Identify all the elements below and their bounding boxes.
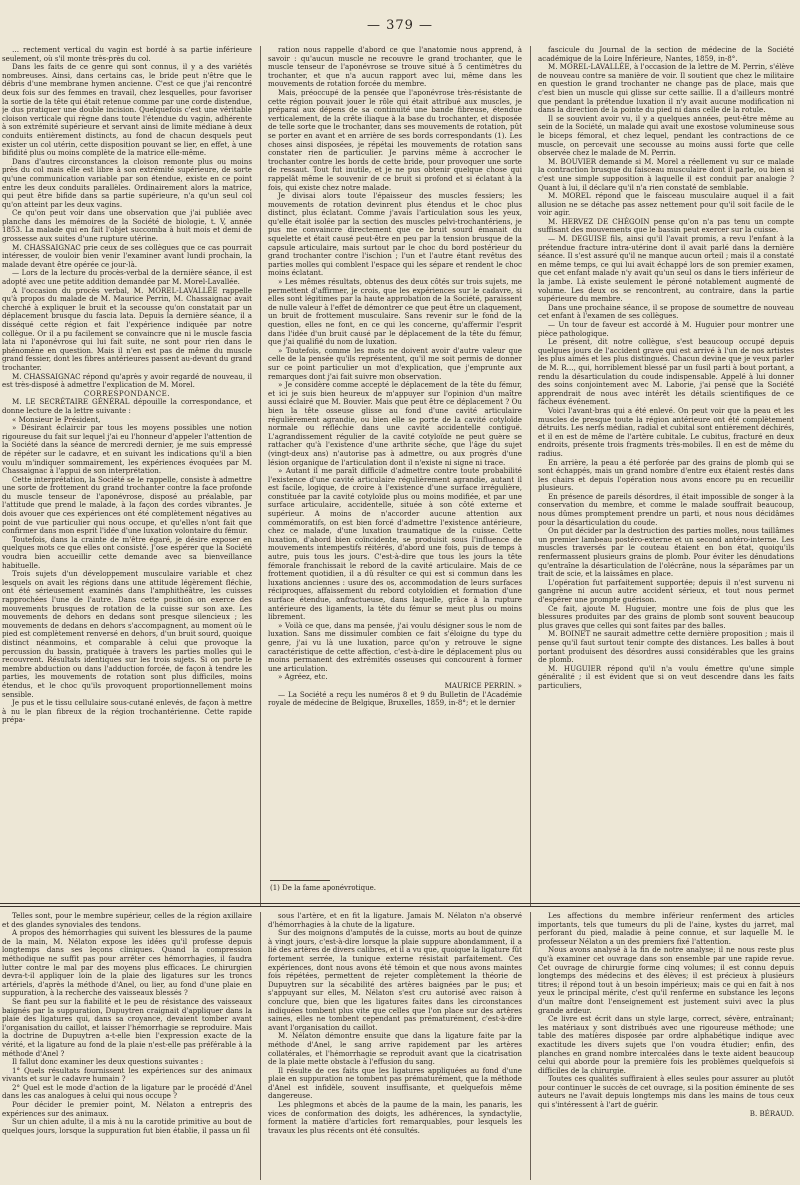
paragraph: Trois sujets d'un développement musculaire variable et chez lesquels on avait les régions dans une attitude légèrement fléchie, ont été sérieusement examinés dans l'amphithéâtre, les cuisses rapprochées l'une de l'autre. Dans cette position on exerce des mouvements brusques de rotation de la cuisse sur son axe. Les mouvements de dehors en dedans sont presque silencieux ; les mouvements de dedans en dehors s'accompagnent, au moment où le pied est complètement renversé en dehors, d'un bruit sourd, quoique distinct néanmoins, et comparable à celui que provoque la percussion du bassin, pratiquée à travers les parties molles qui le recouvrent. Résultats identiques sur les trois sujets. Si on porte le membre abduction ou dans l'adduction forcée, de façon à tendre les parties, les mouvements de rotation sont plus difficiles, moins étendus, et le choc qu'ils provoquent proportionnellement moins sensible. (2, 569, 252, 699)
paragraph: On put décider par la destruction des parties molles, nous taillâmes un premier lambeau postéro-externe et un second antéro-interne. Les muscles traversés par le couteau étaient en bon état, quoiqu'ils renfermassent plusieurs grains de plomb. Pour éviter les dénudations qu'entraîne la désarticulation de l'olécrâne, nous la séparâmes par un trait de scie, et la laissâmes en place. (538, 526, 794, 579)
paragraph: ration nous rappelle d'abord ce que l'anatomie nous apprend, à savoir : qu'aucun muscle ne recouvre le grand trochanter, que le muscle tenseur de l'aponévrose se trouve situé à 5 centimètres du trochanter, et que n'a aucun rapport avec lui, même dans les mouvements de rotation forcée du membre. (268, 46, 522, 89)
paragraph: … rectement vertical du vagin est bordé à sa partie inférieure seulement, où s'il monte très-près du col. (2, 46, 252, 63)
column-middle (268, 46, 522, 906)
paragraph: M. Nélaton démontre ensuite que dans la ligature faite par la méthode d'Anel, le sang arrive rapidement par les artères collatérales, et l'hémorrhagie se reproduit avant que la cicatrisation de la plaie mette obstacle à l'effusion du sang. (268, 1031, 522, 1067)
paragraph: » Les mêmes résultats, obtenus des deux côtés sur trois sujets, me permettent d'affirmer, je crois, que les expériences sur le cadavre, si elles sont légitimes par la haute approbation de la Société, paraissent de nulle valeur à l'effet de démontrer ce que peut être un claquement, un bruit de frottement musculaire. Sans revenir sur le fond de la question, elles ne font, en ce qui les concerne, qu'affermir l'esprit dans l'idée d'un bruit causé par le déplacement de la tête du fémur, que j'ai qualifié du nom de luxation. (268, 277, 522, 347)
paragraph: 2° Quel est le mode d'action de la ligature par le procédé d'Anel dans les cas analogues à celui qui nous occupe ? (2, 1082, 252, 1101)
paragraph: « Monsieur le Président, (12, 414, 101, 424)
footnote: (1) De la fame aponévrotique. (270, 884, 376, 892)
column-right (538, 46, 794, 906)
paragraph: » Désirant éclaircir par tous les moyens possibles une notion rigoureuse du fait sur lequel j'ai eu l'honneur d'appeler l'attention de la Société dans la séance de mercredi dernier, je me suis empressé de répéter sur le cadavre, et en suivant les indications qu'il a bien voulu m'indiquer sommairement, les expériences évoquées par M. Chassaignac à l'appui de son interprétation. (2, 423, 252, 476)
paragraph: M. MOREL-LAVALLÉE, à l'occasion de la lettre de M. Perrin, s'élève de nouveau contre sa manière de voir. Il soutient que chez le militaire en question le grand trochanter ne change pas de place, mais que c'est bien un muscle qui glisse sur cette saillie. Il a d'ailleurs montré que pendant la prétendue luxation il n'y avait aucune modification ni dans la direction de la pointe du pied ni dans celle de la rotule. (538, 62, 794, 115)
paragraph: En présence de pareils désordres, il était impossible de songer à la conservation du membre, et comme le malade souffrait beaucoup, nous dûmes promptement prendre un parti, et nous nous décidâmes pour la désarticulation du coude. (538, 491, 794, 527)
paragraph: Telles sont, pour le membre supérieur, celles de la région axillaire et des glandes synoviales des tendons. (2, 912, 252, 929)
paragraph: Mais, préoccupé de la pensée que l'aponévrose très-résistante de cette région pouvait jouer le rôle qui était attribué aux muscles, je préparai aux dépens de sa continuité une bande fibreuse, étendue verticalement, de la crête iliaque à la base du trochanter, et disposée de telle sorte que le trochanter, dans ses mouvements de rotation, pût se porter en avant et en arrière de ses bords correspondants (1). Les choses ainsi disposées, je répétai les mouvements de rotation sans constater rien de particulier. Je parvins même à accrocher le trochanter contre les bords de cette bride, pour provoquer une sorte de ressaut. Tout fut inutile, et je ne pus obtenir quelque chose qui rappelât même le souvenir de ce bruit si profond et si éclatant à la fois, qui existe chez notre malade. (268, 87, 522, 192)
paragraph: M. HERVEZ DE CHÉGOIN pense qu'on n'a pas tenu un compte suffisant des mouvements que le bassin peut exercer sur la cuisse. (538, 216, 794, 235)
lower-columns (0, 912, 800, 1180)
column-left (2, 46, 252, 906)
bottom-column-left (2, 912, 252, 1180)
paragraph: Ce fait, ajoute M. Huguier, montre une fois de plus que les blessures produites par des grains de plomb sont souvent beaucoup plus graves que celles qui sont faites par des balles. (538, 603, 794, 630)
paragraph: Dans d'autres circonstances la cloison remonte plus ou moins près du col mais elle est libre à son extrémité supérieure, de sorte qu'une communication variable par son étendue, existe en ce point entre les deux conduits parallèles. Ordinairement alors la matrice, qui peut être bifide dans sa partie supérieure, n'a qu'un seul col qu'on atteint par les deux vagins. (2, 156, 252, 209)
paragraph: Dans les faits de ce genre qui sont connus, il y a des variétés nombreuses. Ainsi, dans certains cas, le bride peut n'être que le débris d'une membrane hymen ancienne. C'est ce que j'ai rencontré deux fois sur des femmes en travail, chez lesquelles, pour favoriser la sortie de la tête qui était retenue comme par une corde distendue, je dus pratiquer une double incision. Quelquefois c'est une véritable cloison verticale qui règne dans toute l'étendue du vagin, adhérente à son extrémité supérieure et servant ainsi de limite médiane à deux conduits entièrement distincts, au fond de chacun desquels peut exister un col utérin, cette disposition pouvant se lier, en effet, à une bifidité plus ou moins complète de la matrice elle-même. (2, 62, 252, 158)
paragraph: » Je considère comme accepté le déplacement de la tête du fémur, et ici je suis bien heureux de m'appuyer sur l'opinion d'un maître aussi éclairé que M. Bouvier. Mais que peut être ce déplacement ? Ou bien la tête osseuse glisse au fond d'une cavité articulaire régulièrement agrandie, ou bien elle se porte de la cavité cotyloïde normale ou réfléchie dans une cavité accidentelle contiguë. L'agrandissement régulier de la cavité cotyloïde ne peut guère se rattacher qu'à l'existence d'une arthrite sèche, que l'âge du sujet (vingt-deux ans) n'autorise pas à admettre, ou aux progrès d'une lésion organique de l'articulation dont il n'existe ni signe ni trace. (268, 380, 522, 467)
upper-columns (0, 46, 800, 906)
paragraph: Il résulte de ces faits que les ligatures appliquées au fond d'une plaie en suppuration ne tombent pas prématurément, que la méthode d'Anel est infidèle, souvent insuffisante, et quelquefois même dangereuse. (268, 1065, 522, 1101)
paragraph: Les affections du membre inférieur renferment des articles importants, tels que tumeurs du pli de l'aine, kystes du jarret, mal perforant du pied, maladie à peine connue, et sur laquelle M. le professeur Nélaton a un des premiers fixé l'attention. (538, 912, 794, 946)
paragraph: Toutefois, dans la crainte de m'être égaré, je désire exposer en quelques mots ce que elles ont consisté. J'ose espérer que la Société voudra bien accueillir cette demande avec sa bienveillance habituelle. (2, 534, 252, 570)
paragraph: M. BOUVIER demande si M. Morel a réellement vu sur ce malade la contraction brusque du faisceau musculaire dont il parle, ou bien si c'est une simple supposition à laquelle il est conduit par analogie ? Quant à lui, il déclare qu'il n'a rien constaté de semblable. (538, 156, 794, 192)
paragraph: M. CHASSAIGNAC répond qu'après y avoir regardé de nouveau, il est très-disposé à admettre l'explication de M. Morel. (2, 371, 252, 390)
paragraph: L'opération fut parfaitement supportée; depuis il n'est survenu ni gangrène ni aucun autre accident sérieux, et tout nous permet d'espérer une prompte guérison. (538, 577, 794, 604)
paragraph: CORRESPONDANCE. (83, 388, 171, 398)
paragraph: sous l'artère, et en fit la ligature. Jamais M. Nélaton n'a observé d'hémorrhagies à la chute de la ligature. (268, 912, 522, 929)
paragraph: Ce livre est écrit dans un style large, correct, sévère, entraînant; les matériaux y sont distribués avec une rigoureuse méthode; une table des matières disposée par ordre alphabétique indique avec exactitude les divers sujets que l'on voudra étudier; enfin, des planches en grand nombre intercalées dans le texte aident beaucoup celui qui aborde pour la première fois les problèmes quelquefois si difficiles de la chirurgie. (538, 1014, 794, 1075)
paragraph: M. MOREL répond que le faisceau musculaire auquel il a fait allusion ne se détache pas assez nettement pour qu'il soit facile de le voir agir. (538, 191, 794, 218)
paragraph: Le présent, dit notre collègue, s'est beaucoup occupé depuis quelques jours de l'accident grave qui est arrivé à l'un de nos artistes les plus aimés et les plus distingués. Chacun devine que je veux parler de M. R…, qui, horriblement blessé par un fusil parti à bout portant, a rendu la désarticulation du coude indispensable. Appelé à lui donner des soins conjointement avec M. Laborie, j'ai pensé que la Société apprendrait de nous avec intérêt les détails scientifiques de ce fâcheux événement. (538, 337, 794, 407)
paragraph: Il se souvient avoir vu, il y a quelques années, peut-être même au sein de la Société, un malade qui avait une exostose volumineuse sous le biceps fémoral, et chez lequel, pendant les contractions de ce muscle, on percevait une secousse au moins aussi forte que celle observée chez le malade de M. Perrin. (538, 113, 794, 158)
paragraph: En arrière, la peau a été perforée par des grains de plomb qui se sont échappés, mais un grand nombre d'entre eux étaient restés dans les chairs et depuis l'opération nous avons encore pu en recueillir plusieurs. (538, 457, 794, 493)
paragraph: » Toutefois, comme les mots ne doivent avoir d'autre valeur que celle de la pensée qu'ils représentent, qu'il me soit permis de donner sur ce point particulier un mot d'explication, que j'emprunte aux remarques dont j'ai fait suivre mon observation. (268, 345, 522, 381)
bottom-column-right (538, 912, 794, 1180)
column-divider (260, 912, 261, 1180)
paragraph: » Agréez, etc. (278, 672, 328, 682)
paragraph: Ce qu'on peut voir dans une observation que j'ai publiée avec planche dans les mémoires de la Société de biologie, t. V, année 1853. La malade qui en fait l'objet succomba à huit mois et demi de grossesse aux suites d'une rupture utérine. (2, 208, 252, 244)
paragraph: Sur des moignons d'amputés de la cuisse, morts au bout de quinze à vingt jours, c'est-à-dire lorsque la plaie suppure abondamment, il a lié des artères de divers calibres, et il a vu que, quoique la ligature fût fortement serrée, la tunique externe résistait parfaitement. Ces expériences, dont nous avons été témoin et que nous avons maintes fois répétées, permettent de rejeter complètement la théorie de Dupuytren sur la sécabilité des artères baignées par le pus; et s'appuyant sur elles, M. Nélaton s'est cru autorisé avec raison à conclure que, bien que les ligatures faites dans les circonstances indiquées tombent plus vite que celles que l'on place sur des artères saines, elles ne tombent cependant pas prématurément, c'est-à-dire avant l'organisation du caillot. (268, 928, 522, 1032)
section-separator (0, 906, 800, 907)
paragraph: B. BÉRAUD. (749, 1108, 794, 1118)
paragraph: fascicule du Journal de la section de médecine de la Société académique de la Loire Inférieure, Nantes, 1859, in-8°. (538, 46, 794, 63)
column-divider (260, 46, 261, 906)
paragraph: Il fallut donc examiner les deux questions suivantes : (12, 1057, 204, 1067)
paragraph: — Lors de la lecture du procès-verbal de la dernière séance, il est adopté avec une petite addition demandée par M. Morel-Lavallée. (2, 268, 252, 287)
paragraph: » Autant il me paraît difficile d'admettre contre toute probabilité l'existence d'une cavité articulaire régulièrement agrandie, autant il est facile, logique, de croire à l'existence d'une surface irrégulière, constituée par la cavité cotyloïde plus ou moins modifiée, et par une surface articulaire, accidentelle, située à son côté externe et supérieur. A moins de n'accorder aucune attention aux commémoratifs, on est bien forcé d'admettre l'existence antérieure, chez ce malade, d'une luxation traumatique de la cuisse. Cette luxation, d'abord bien coïncidente, se produisit sous l'influence de mouvements intempestifs réitérés, d'abord une fois, puis de temps à autre, puis tous les jours. C'est-à-dire que tous les jours la tête fémorale franchissait le rebord de la cavité articulaire. Mais de ce frottement quotidien, il a dû résulter ce qui est si commun dans les luxations anciennes : usure des os, accommodation de leurs surfaces réciproques, affaissement du rebord cotyloïdien et formation d'une surface étendue, anfractueuse, dans laquelle, grâce à la rupture antérieure des ligaments, la tête du fémur se meut plus ou moins librement. (268, 466, 522, 622)
paragraph: M. BOINET ne saurait admettre cette dernière proposition ; mais il pense qu'il faut surtout tenir compte des distances. Les balles à bout portant produisent des désordres aussi considérables que les grains de plomb. (538, 629, 794, 665)
paragraph: M. CHASSAIGNAC prie ceux de ses collègues que ce cas pourrait intéresser, de vouloir bien venir l'examiner avant lundi prochain, la malade devant être opérée ce jour-là. (2, 242, 252, 269)
paragraph: Voici l'avant-bras qui a été enlevé. On peut voir que la peau et les muscles de presque toute la région antérieure ont été complètement détruits. Les nerfs médian, radial et cubital sont entièrement déchirés, et il en est de même de l'artère cubitale. Le cubitus, fracturé en deux endroits, présente trois fragments très-mobiles. Il en est de même du radius. (538, 405, 794, 458)
paragraph: — M. DEGUISE fils, ainsi qu'il l'avait promis, a revu l'enfant à la prétendue fracture intra-utérine dont il avait parlé dans la dernière séance. Il s'est assuré qu'il ne manque aucun orteil ; mais il a constaté en même temps, ce qui lui avait échappé lors de son premier examen, que cet enfant malade n'y avait qu'un seul os dans le tiers inférieur de la jambe. Là existe seulement le péroné notablement augmenté de volume. Les deux os se rencontrent, au contraire, dans la partie supérieure du membre. (538, 234, 794, 304)
paragraph: 1° Quels résultats fournissent les expériences sur des animaux vivants et sur le cadavre humain ? (2, 1065, 252, 1084)
paragraph: A l'occasion du procès verbal, M. MOREL-LAVALLÉE rappelle qu'à propos du malade de M. Maurice Perrin, M. Chassaignac avait cherché à expliquer le bruit et la secousse qu'on constatait par un déplacement brusque du fascia lata. Depuis la dernière séance, il a disséqué cette région et fait l'expérience indiquée par notre collègue. Or il a pu facilement se convaincre que ni le muscle fascia lata ni l'aponévrose qui lui fait suite, ne sont pour rien dans le phénomène en question. Mais il n'en est pas de même du muscle grand fessier, dont les fibres antérieures passent au-devant du grand trochanter. (2, 285, 252, 372)
paragraph: Dans une prochaine séance, il se propose de soumettre de nouveau cet enfant à l'examen de ses collègues. (538, 302, 794, 321)
paragraph: Je pus et le tissu cellulaire sous-cutané enlevés, de façon à mettre à nu le plan fibreux de la région trochantérienne. Cette rapide prépa- (2, 698, 252, 725)
paragraph: Je divisai alors toute l'épaisseur des muscles fessiers; les mouvements de rotation devinrent plus étendus et le choc plus distinct, plus éclatant. Comme j'avais l'articulation sous les yeux, qu'elle était isolée par la section des muscles pelvi-trochantériens, je pus me convaincre directement que ce bruit sourd émanait du squelette et était causé peut-être en peu par la tension brusque de la capsule articulaire, mais surtout par le choc du bord postérieur du grand trochanter contre l'ischion ; l'un et l'autre étant revêtus des parties molles qui comblent l'espace qui les sépare et rendent le choc moins éclatant. (268, 191, 522, 278)
paragraph: Sur un chien adulte, il a mis à nu la carotide primitive au bout de quelques jours, lorsque la suppuration fut bien établie, il passa un fil (2, 1117, 252, 1135)
paragraph: — Un tour de faveur est accordé à M. Huguier pour montrer une pièce pathologique. (538, 320, 794, 338)
column-divider (530, 46, 531, 906)
paragraph: Toutes ces qualités suffiraient à elles seules pour assurer au plutôt pour continuer le succès de cet ouvrage, si la position éminente de ses auteurs ne l'avait depuis longtemps mis dans les mains de tous ceux qui s'intéressent à l'art de guérir. (538, 1074, 794, 1110)
paragraph: Nous avons analysé à la fin de notre analyse; il ne nous reste plus qu'à examiner cet ouvrage dans son ensemble par une rapide revue. Cet ouvrage de chirurgie forme cinq volumes; il est connu depuis longtemps des médecins et des élèves; il est précieux à plusieurs titres; il répond tout à un besoin impérieux; mais ce qui en fait à nos yeux le principal mérite, c'est qu'il renferme en substance les leçons d'un maître dont l'enseignement est justement suivi avec la plus grande ardeur. (538, 945, 794, 1015)
bottom-column-middle (268, 912, 522, 1180)
paragraph: M. HUGUIER répond qu'il n'a voulu émettre qu'une simple généralité ; il est évident que si on veut descendre dans les faits particuliers, (538, 663, 794, 690)
paragraph: Cette interprétation, la Société se le rappelle, consiste à admettre une sorte de frottement du grand trochanter contre la face profonde du muscle tenseur de l'aponévrose, disposé au préalable, par l'attitude que prend le malade, à la façon des cordes vibrantes. Je dois avouer que ces expériences ont été complètement négatives au point de vue particulier qui nous occupe, et qu'elles n'ont fait que confirmer dans mon esprit l'idée d'une luxation volontaire du fémur. (2, 474, 252, 536)
paragraph: » Voilà ce que, dans ma pensée, j'ai voulu désigner sous le nom de luxation. Sans me dissimuler combien ce fait s'éloigne du type du genre, j'ai vu là une luxation, parce qu'on y retrouve le signe caractéristique de cette affection, c'est-à-dire le déplacement plus ou moins permanent des extrémités osseuses qui concourent à former une articulation. (268, 620, 522, 673)
paragraph: Se fiant peu sur la fiabilité et le peu de résistance des vaisseaux baignés par la suppuration, Dupuytren craignait d'appliquer dans la plaie des ligatures qui, dans sa croyance, devaient tomber avant l'organisation du caillot, et laisser l'hémorrhagie se reproduire. Mais la doctrine de Dupuytren a-t-elle bien l'expression exacte de la vérité, et la ligature au fond de la plaie n'est-elle pas préférable à la méthode d'Anel ? (2, 996, 252, 1058)
section-separator (0, 903, 800, 904)
paragraph: — La Société a reçu les numéros 8 et 9 du Bulletin de l'Académie royale de médecine de Belgique, Bruxelles, 1859, in-8°; et le dernier (268, 689, 522, 708)
footnote-rule (270, 880, 330, 881)
paragraph: A propos des hémorrhagies qui suivent les blessures de la paume de la main, M. Nélaton expose les idées qu'il professe depuis longtemps dans ses leçons cliniques. Quand la compression méthodique ne suffit pas pour arrêter ces hémorrhagies, il faudra lutter contre le mal par des moyens plus efficaces. Le chirurgien devra-t-il appliquer loin de la plaie des ligatures sur les troncs artériels, d'après la méthode d'Anel, ou lier, au fond d'une plaie en suppuration, à la recherche des vaisseaux blessés ? (2, 928, 252, 998)
column-divider (530, 912, 531, 1180)
paragraph: Les phlegmons et abcès de la paume de la main, les panaris, les vices de conformation des doigts, les adhérences, la syndactylie, forment la matière d'articles fort remarquables, pour lesquels les travaux les plus récents ont été consultés. (268, 1100, 522, 1135)
paragraph: MAURICE PERRIN. » (444, 680, 522, 690)
paragraph: Pour décider le premier point, M. Nélaton a entrepris des expériences sur des animaux. (2, 1100, 252, 1118)
page-number: — 379 — (366, 18, 434, 33)
paragraph: M. LE SECRÉTAIRE GÉNÉRAL dépouille la correspondance, et donne lecture de la lettre suivante : (2, 397, 252, 415)
